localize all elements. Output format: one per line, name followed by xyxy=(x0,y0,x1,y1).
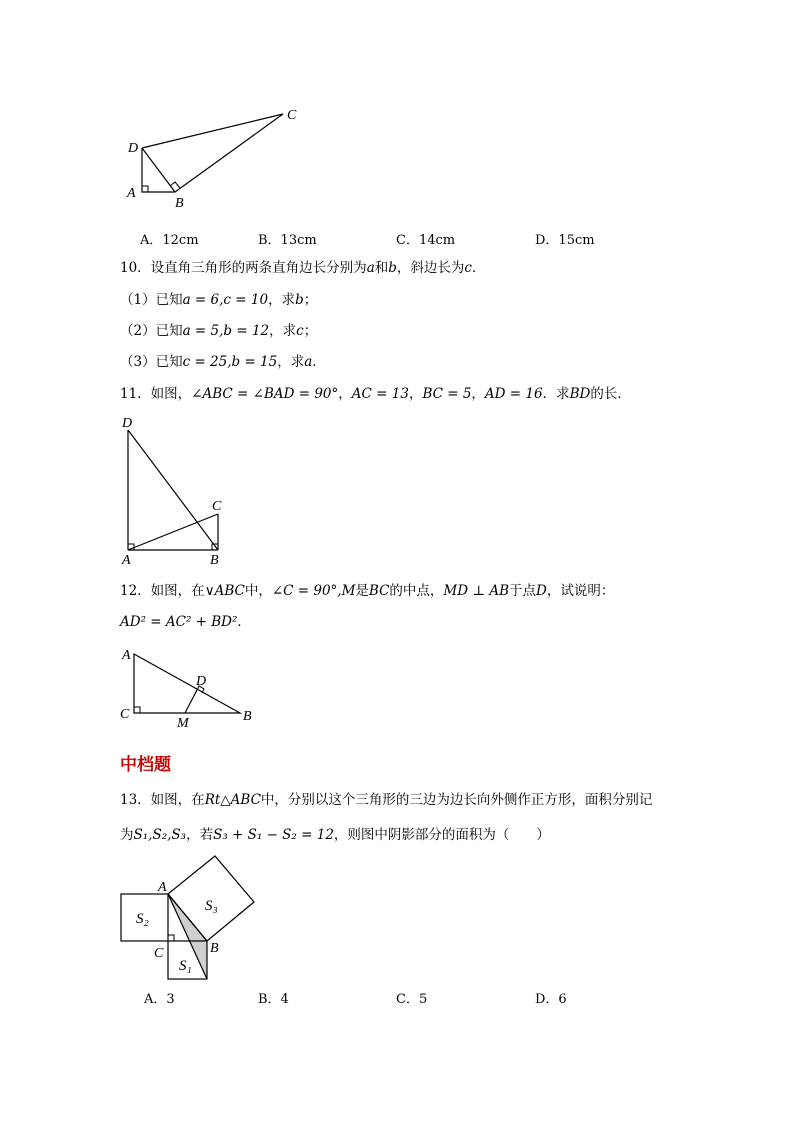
q11-math4: AD = 16 xyxy=(484,386,543,402)
q9-label-a: A xyxy=(127,186,136,201)
q10-p3-end: ． xyxy=(312,354,326,370)
q12-label-b: B xyxy=(243,709,252,724)
q13-cond: S₃ + S₁ − S₂ = 12 xyxy=(213,827,334,843)
q13-mid1: 中，分别以这个三角形的三边为边长向外侧作正方形，面积分别记 xyxy=(260,792,653,808)
q12-label-c: C xyxy=(120,707,130,722)
q11-label-a: A xyxy=(122,553,131,568)
q12-end: ，试说明： xyxy=(546,583,615,599)
q10-p2-end: ； xyxy=(303,323,318,339)
q10-p3-post: ，求 xyxy=(277,354,305,370)
q12-bc: BC xyxy=(368,583,390,599)
q13-label-b: B xyxy=(210,941,219,956)
q11-sep2: ， xyxy=(408,386,423,402)
q13-l2-pre: 为 xyxy=(120,827,134,843)
q10-p1-post: ，求 xyxy=(268,292,296,308)
q9-option-d[interactable]: D．15cm xyxy=(535,233,595,248)
q9-option-a[interactable]: A．12cm xyxy=(140,233,199,248)
q10-var-c: c xyxy=(464,260,472,276)
q11-var: BD xyxy=(569,386,591,402)
q13-right-angle-c xyxy=(168,935,174,941)
q13-label-c: C xyxy=(154,946,164,961)
q11-math1: ∠ABC = ∠BAD = 90° xyxy=(191,386,339,402)
q12-label-a: A xyxy=(122,648,131,663)
q11-pre: 11．如图， xyxy=(120,386,192,402)
q12-mid4: 于点 xyxy=(509,583,537,599)
q9-label-d: D xyxy=(128,141,139,156)
q13-rt: Rt△ABC xyxy=(204,792,261,808)
q10-p2-math: a = 5,b = 12 xyxy=(182,323,270,339)
q13-label-s2: S₂ xyxy=(136,911,149,927)
section-heading: 中档题 xyxy=(120,755,171,775)
q10-p2-var: c xyxy=(296,323,304,339)
q12-mid2: 是 xyxy=(355,583,369,599)
q12-mid1: 中， xyxy=(244,583,272,599)
q12-label-d: D xyxy=(196,674,207,689)
q10-stem-pre: 10．设直角三角形的两条直角边长分别为 xyxy=(120,260,367,276)
q10-p1-end: ； xyxy=(303,292,318,308)
q12-d: D xyxy=(536,583,547,599)
q13-l2-end: ，则图中阴影部分的面积为（ ） xyxy=(333,827,550,843)
q9-label-b: B xyxy=(175,196,184,211)
q11-label-c: C xyxy=(212,499,222,514)
q11-math3: BC = 5 xyxy=(422,386,472,402)
q10-p1-pre: （1）已知 xyxy=(120,292,183,308)
q12-label-m: M xyxy=(177,716,189,731)
q10-p3-var: a xyxy=(304,354,313,370)
q13-option-b[interactable]: B．4 xyxy=(258,992,289,1007)
q11-sep3: ， xyxy=(471,386,485,402)
q13-l2-mid: ，若 xyxy=(186,827,214,843)
q12-pre: 12．如图，在 xyxy=(120,583,205,599)
q12-tri: ∨ABC xyxy=(204,583,245,599)
q11-sep1: ， xyxy=(338,386,352,402)
q10-end: ． xyxy=(471,260,486,276)
q10-mid: ，斜边长为 xyxy=(396,260,465,276)
q13-label-a: A xyxy=(158,880,167,895)
q11-end: 的长． xyxy=(590,386,631,402)
q11-post: ．求 xyxy=(542,386,570,402)
q12-mid3: 的中点， xyxy=(389,583,444,599)
q12-line2-end: ． xyxy=(237,614,251,630)
q10-var-a: a xyxy=(366,260,375,276)
q9-option-b[interactable]: B．13cm xyxy=(258,233,317,248)
q9-option-c[interactable]: C．14cm xyxy=(396,233,456,248)
q12-line2-math: AD² = AC² + BD² xyxy=(120,614,238,630)
q10-p3-math: c = 25,b = 15 xyxy=(182,354,278,370)
q10-p2-post: ，求 xyxy=(269,323,297,339)
q13-s-list: S₁,S₂,S₃ xyxy=(133,827,187,843)
q13-label-s3: S₃ xyxy=(205,898,218,914)
q11-label-b: B xyxy=(210,553,219,568)
q10-p2-pre: （2）已知 xyxy=(120,323,183,339)
q13-pre: 13．如图，在 xyxy=(120,792,205,808)
q13-option-c[interactable]: C．5 xyxy=(396,992,428,1007)
q9-label-c: C xyxy=(287,108,297,123)
q13-option-a[interactable]: A．3 xyxy=(144,992,175,1007)
q12-math1: ∠C = 90°,M xyxy=(271,583,356,599)
q11-math2: AC = 13 xyxy=(351,386,409,402)
q13-label-s1: S₁ xyxy=(179,958,192,974)
q10-p1-math: a = 6,c = 10 xyxy=(182,292,269,308)
q10-p3-pre: （3）已知 xyxy=(120,354,183,370)
q10-var-b: b xyxy=(388,260,397,276)
q10-p1-var: b xyxy=(295,292,304,308)
q11-label-d: D xyxy=(122,416,133,431)
q12-math2: MD ⊥ AB xyxy=(443,583,510,599)
q13-option-d[interactable]: D．6 xyxy=(535,992,567,1007)
q10-he: 和 xyxy=(374,260,389,276)
